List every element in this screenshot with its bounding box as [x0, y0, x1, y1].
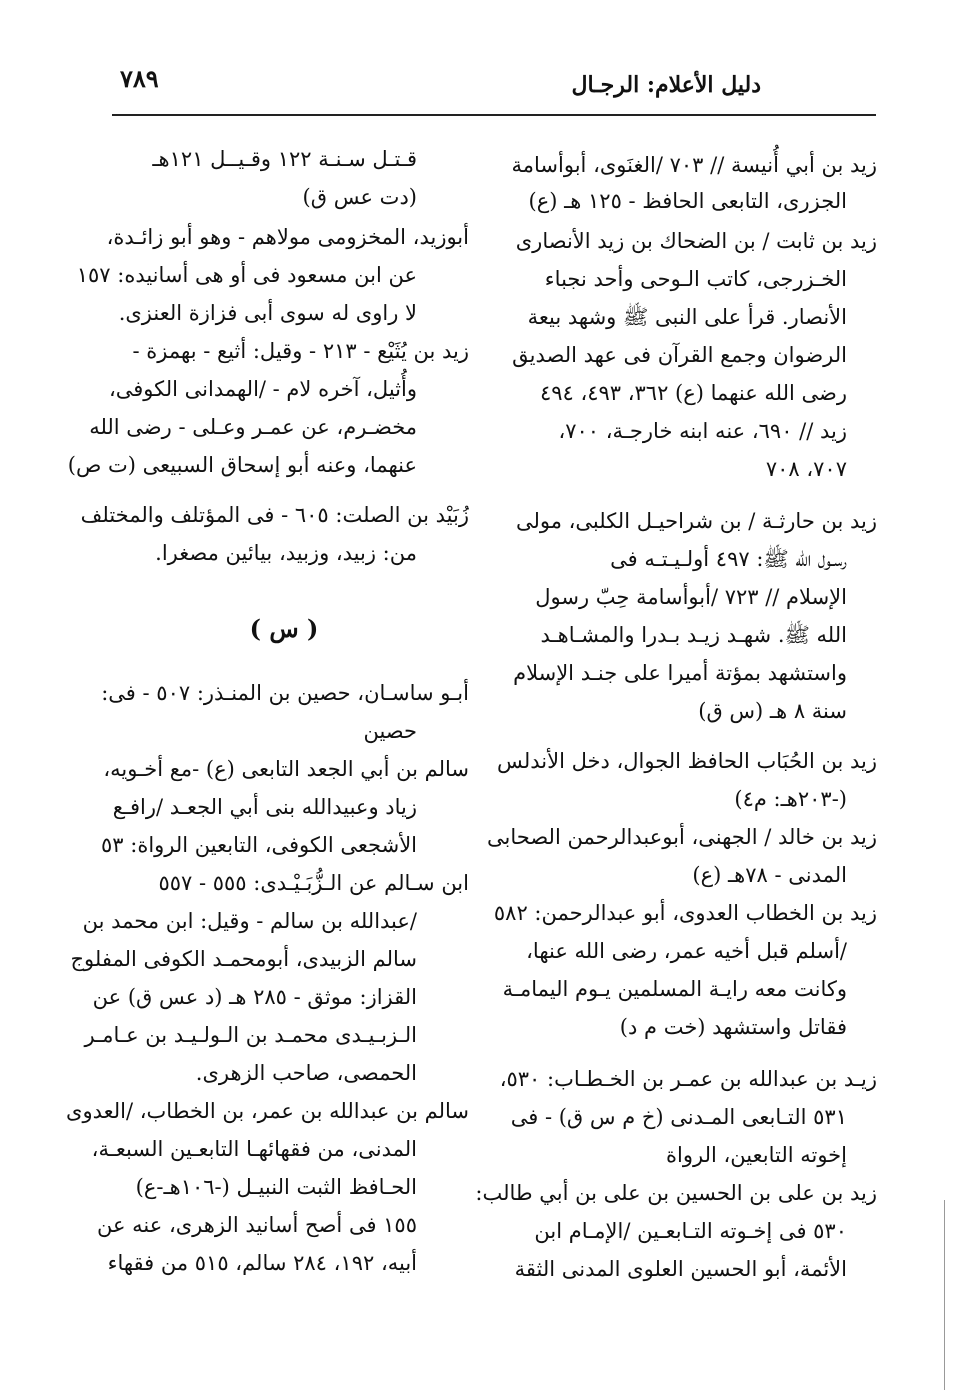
entry-line: زيد بن خالد / الجهنى، أبوعبدالرحمن الصحابى	[487, 825, 877, 849]
entry-line: الله ﷺ. شهـد زيـد بـدرا والمشـاهـد	[540, 623, 847, 647]
entry-line: الأشجعى الكوفى، التابعين الرواة: ٥٣	[101, 833, 417, 857]
entry-line: رضى الله عنهما (ع) ٣٦٢، ٤٩٣، ٤٩٤	[539, 381, 847, 405]
scan-margin-rule	[944, 1200, 945, 1390]
entry-line: من: زبيد، وزبيد، بيائين مصغرا.	[155, 541, 417, 565]
entry-line: الأئمة، أبو الحسين العلوى المدنى الثقة	[514, 1257, 847, 1281]
entry-line: عنهما، وعنه أبو إسحاق السبيعى (ت ص)	[67, 453, 417, 477]
entry-line: سنة ٨ هـ (س ق)	[698, 699, 847, 723]
entry-line: ٥٣١ التـابعى المـدنى (خ م س ق) - فى	[510, 1105, 847, 1129]
entry-line: مخضـرم، عن عمـر وعـلى - رضى الله	[89, 415, 417, 439]
entry-line: زيد بن أبي أُنيسة // ٧٠٣ /الغنَوى، أبوأسامة	[511, 153, 877, 177]
entry-line: وأُثيل، آخره لام - /الهمدانى الكوفى،	[108, 377, 417, 401]
entry-line: الجزرى، التابعى الحافظ - ١٢٥ هـ (ع)	[528, 189, 847, 213]
entry-line: /أسلم قبل أخيه عمر، رضى الله عنها،	[526, 939, 847, 963]
entry-line: سالم الزبيدى، أبومحمـد الكوفى المفلوج	[70, 947, 417, 971]
entry-line: الخـزرجى، كاتب الـوحى وأحد نجباء	[544, 267, 847, 291]
entry-line: عن ابن مسعود فى أو هى أسانيده: ١٥٧	[76, 263, 417, 287]
entry-line: الحـافظ الثبت النبيـل (-١٠٦هـ-ع)	[135, 1175, 417, 1199]
entry-line: الـزبـيـدى محمـد بن الـولـيـد بن عـامـر	[84, 1023, 417, 1047]
entry-line: حصين	[363, 719, 417, 743]
entry-line: زيد بن الخطاب العدوى، أبو عبدالرحمن: ٥٨٢	[493, 901, 877, 925]
section-heading: ( س )	[249, 614, 319, 643]
entry-line: (-٢٠٣هـ: م٤)	[734, 787, 847, 811]
entry-line: وكانت معه رايـة المسلمين يـوم اليمامـة	[502, 977, 847, 1001]
entry-line: أبوزيد، المخزومى مولاهم - وهو أبو زائـدة،	[106, 225, 469, 249]
entry-line: زيد بن على بن الحسين بن على بن أبي طالب:	[475, 1181, 877, 1205]
entry-line: الإسلام // ٧٢٣ /أبوأسامة حِبّ رسول	[535, 585, 847, 609]
entry-line: زيد // ٦٩٠، عنه ابنه خارجـة، ٧٠٠،	[558, 419, 847, 443]
running-title: دليل الأعلام: الرجـال	[571, 72, 761, 98]
entry-line: /عبدالله بن سالم - وقيل: ابن محمد بن	[82, 909, 417, 933]
entry-line: الحمصى، صاحب الزهرى.	[195, 1061, 417, 1085]
entry-line: ٥٣٠ فى إخـوته التـابعـين /الإمـام ابن	[534, 1219, 847, 1243]
entry-line: زُبَيْد بن الصلت: ٦٠٥ - فى المؤتلف والمختلف	[80, 503, 469, 527]
entry-line: أبيه، ١٩٢، ٢٨٤ سالم، ٥١٥ من فقهاء	[107, 1251, 417, 1275]
right-column	[475, 0, 877, 1392]
entry-line: سالم بن عبدالله بن عمر، بن الخطاب، /العدوى	[66, 1099, 469, 1123]
entry-line: ١٥٥ فى أصح أسانيد الزهرى، عنه عن	[96, 1213, 417, 1237]
entry-line: زيـد بن عبدالله بن عمـر بن الخـطـاب: ٥٣٠،	[499, 1067, 877, 1091]
entry-line: القزاز: موثق - ٢٨٥ هـ (د عس ق) عن	[92, 985, 417, 1009]
entry-line: الرضوان وجمع القرآن فى عهد الصديق	[512, 343, 847, 367]
entry-line: واستشهد بمؤتة أميرا على جنـد الإسلام	[513, 661, 847, 685]
entry-line: فقاتل واستشهد (خت م د)	[619, 1015, 847, 1039]
entry-line: (دت عس ق)	[302, 185, 417, 209]
entry-line: زيد بن الحُبَاب الحافظ الجوال، دخل الأندلس	[497, 749, 877, 773]
entry-line: زيد بن يُثَيْع - ٢١٣ - وقيل: أثيع - بهمزة -	[132, 339, 469, 363]
entry-line: لا راوى له سوى أبى فزازة العنزى.	[118, 301, 417, 325]
left-column	[66, 0, 469, 1392]
entry-line: ابن سـالم عن الـزُّبَـيْـدى: ٥٥٥ - ٥٥٧	[158, 871, 469, 895]
entry-line: زيد بن حارثـة / بن شراحيـل الكلبى، مولى	[515, 509, 877, 533]
entry-line: سالم بن أبي الجعد التابعى (ع) -مع أخـويه،	[103, 757, 469, 781]
entry-line: الأنصار. قرأ على النبى ﷺ وشهد بيعة	[527, 305, 847, 329]
entry-line: المدنى - ٧٨هـ (ع)	[692, 863, 847, 887]
entry-line: المدنى، من فقهائهـا التابعـين السبعـة،	[91, 1137, 417, 1161]
entry-line: رسـول الله ﷺ: ٤٩٧ أولـيـتـه فى	[610, 547, 847, 571]
entry-line: قـتـل سـنـة ١٢٢ وقـيــل ١٢١هـ	[152, 147, 417, 171]
page-number: ٧٨٩	[120, 64, 159, 93]
entry-line: زياد وعبيدالله بنى أبي الجعـد /رافـع	[112, 795, 417, 819]
entry-line: زيد بن ثابت / بن الضحاك بن زيد الأنصارى	[515, 229, 877, 253]
entry-line: إخوته التابعين، الرواة	[666, 1143, 847, 1167]
entry-line: ٧٠٧، ٧٠٨	[765, 457, 847, 481]
entry-line: أبـو ساسـان، حصين بن المنـذر: ٥٠٧ - فى:	[101, 681, 469, 705]
